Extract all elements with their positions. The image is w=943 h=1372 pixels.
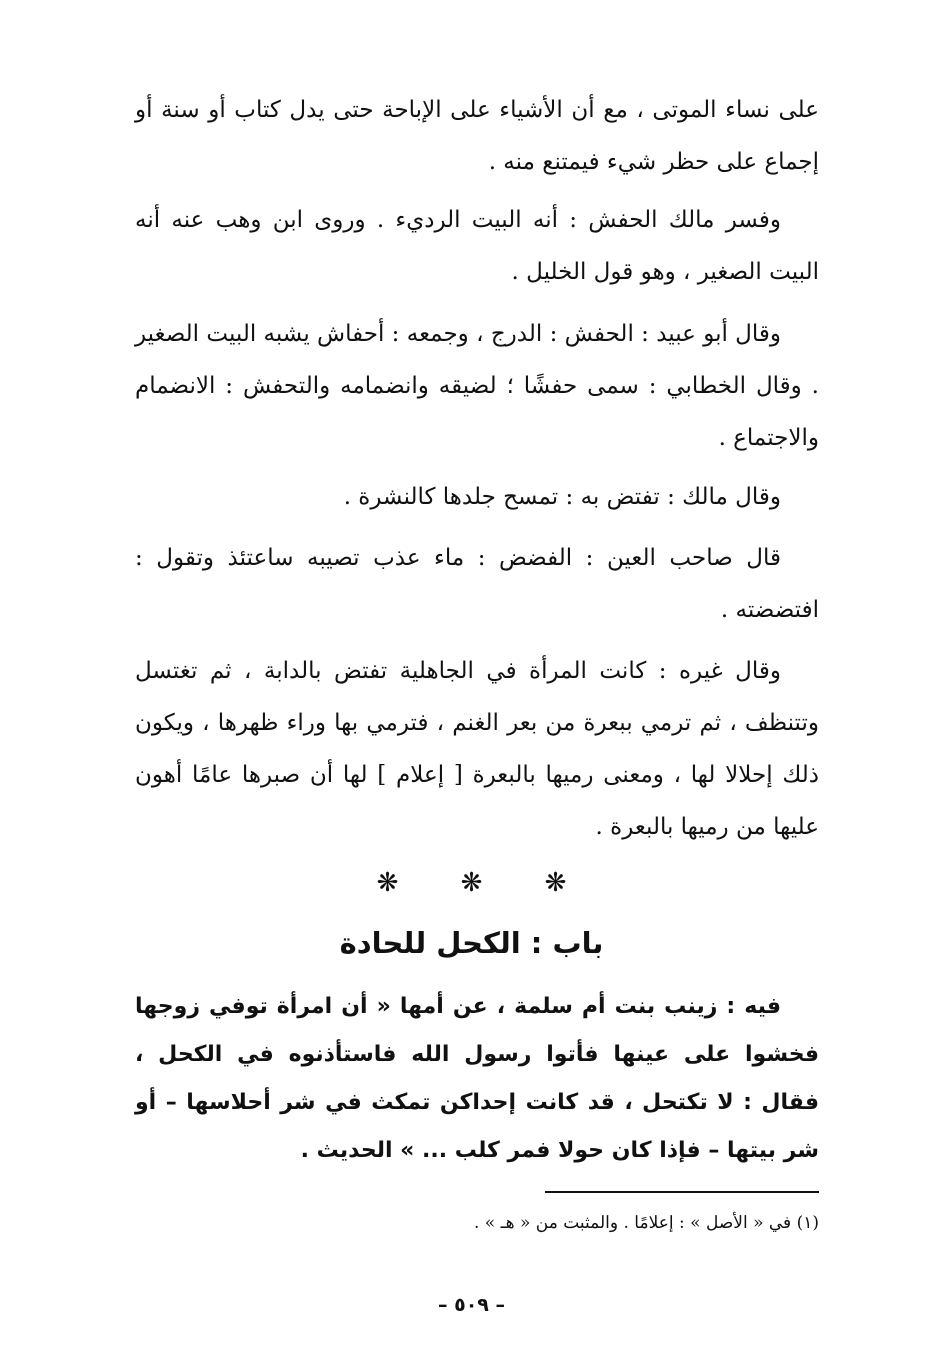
footnote-divider xyxy=(545,1191,819,1193)
footnote: (١) في « الأصل » : إعلامًا . والمثبت من « هـ » . xyxy=(473,1213,819,1233)
paragraph-5: قال صاحب العين : الفضض : ماء عذب تصيبه ساعتئذ وتقول : افتضضته . xyxy=(135,545,819,623)
asterism-icon: ❋ xyxy=(544,868,567,898)
paragraph-4: وقال مالك : تفتض به : تمسح جلدها كالنشرة . xyxy=(343,484,781,510)
paragraph-3: وقال أبو عبيد : الحفش : الدرج ، وجمعه : أحفاش يشبه البيت الصغير . وقال الخطابي : سمى حفشًا ؛ لضيقه وانضمامه والتحفش : الانضمام والاجتماع . xyxy=(134,321,819,451)
section-separator xyxy=(0,868,943,898)
hadith-text: فيه : زينب بنت أم سلمة ، عن أمها « أن امرأة توفي زوجها فخشوا على عينها فأتوا رسول الله فاستأذنوه في الكحل ، فقال : لا تكتحل ، قد كانت إحداكن تمكث في شر أحلاسها – أو شر بيتها – فإذا كان حولا فمر كلب ... » الحديث . xyxy=(135,994,819,1163)
paragraph-2: وفسر مالك الحفش : أنه البيت الرديء . وروى ابن وهب عنه أنه البيت الصغير ، وهو قول الخليل . xyxy=(135,207,819,285)
page-number: – ٥٠٩ – xyxy=(437,1294,506,1316)
asterism-icon: ❋ xyxy=(460,868,483,898)
asterism-icon: ❋ xyxy=(376,868,399,898)
paragraph-6: وقال غيره : كانت المرأة في الجاهلية تفتض بالدابة ، ثم تغتسل وتتنظف ، ثم ترمي ببعرة من بعر الغنم ، فترمي بها وراء ظهرها ، ويكون ذلك إحلالا لها ، ومعنى رميها بالبعرة [ إعلام ] لها أن صبرها عامًا أهون عليها من رميها بالبعرة . xyxy=(135,658,819,840)
paragraph-1: على نساء الموتى ، مع أن الأشياء على الإباحة حتى يدل كتاب أو سنة أو إجماع على حظر شيء فيمتنع منه . xyxy=(135,97,819,175)
section-heading: باب : الكحل للحادة xyxy=(339,926,604,960)
